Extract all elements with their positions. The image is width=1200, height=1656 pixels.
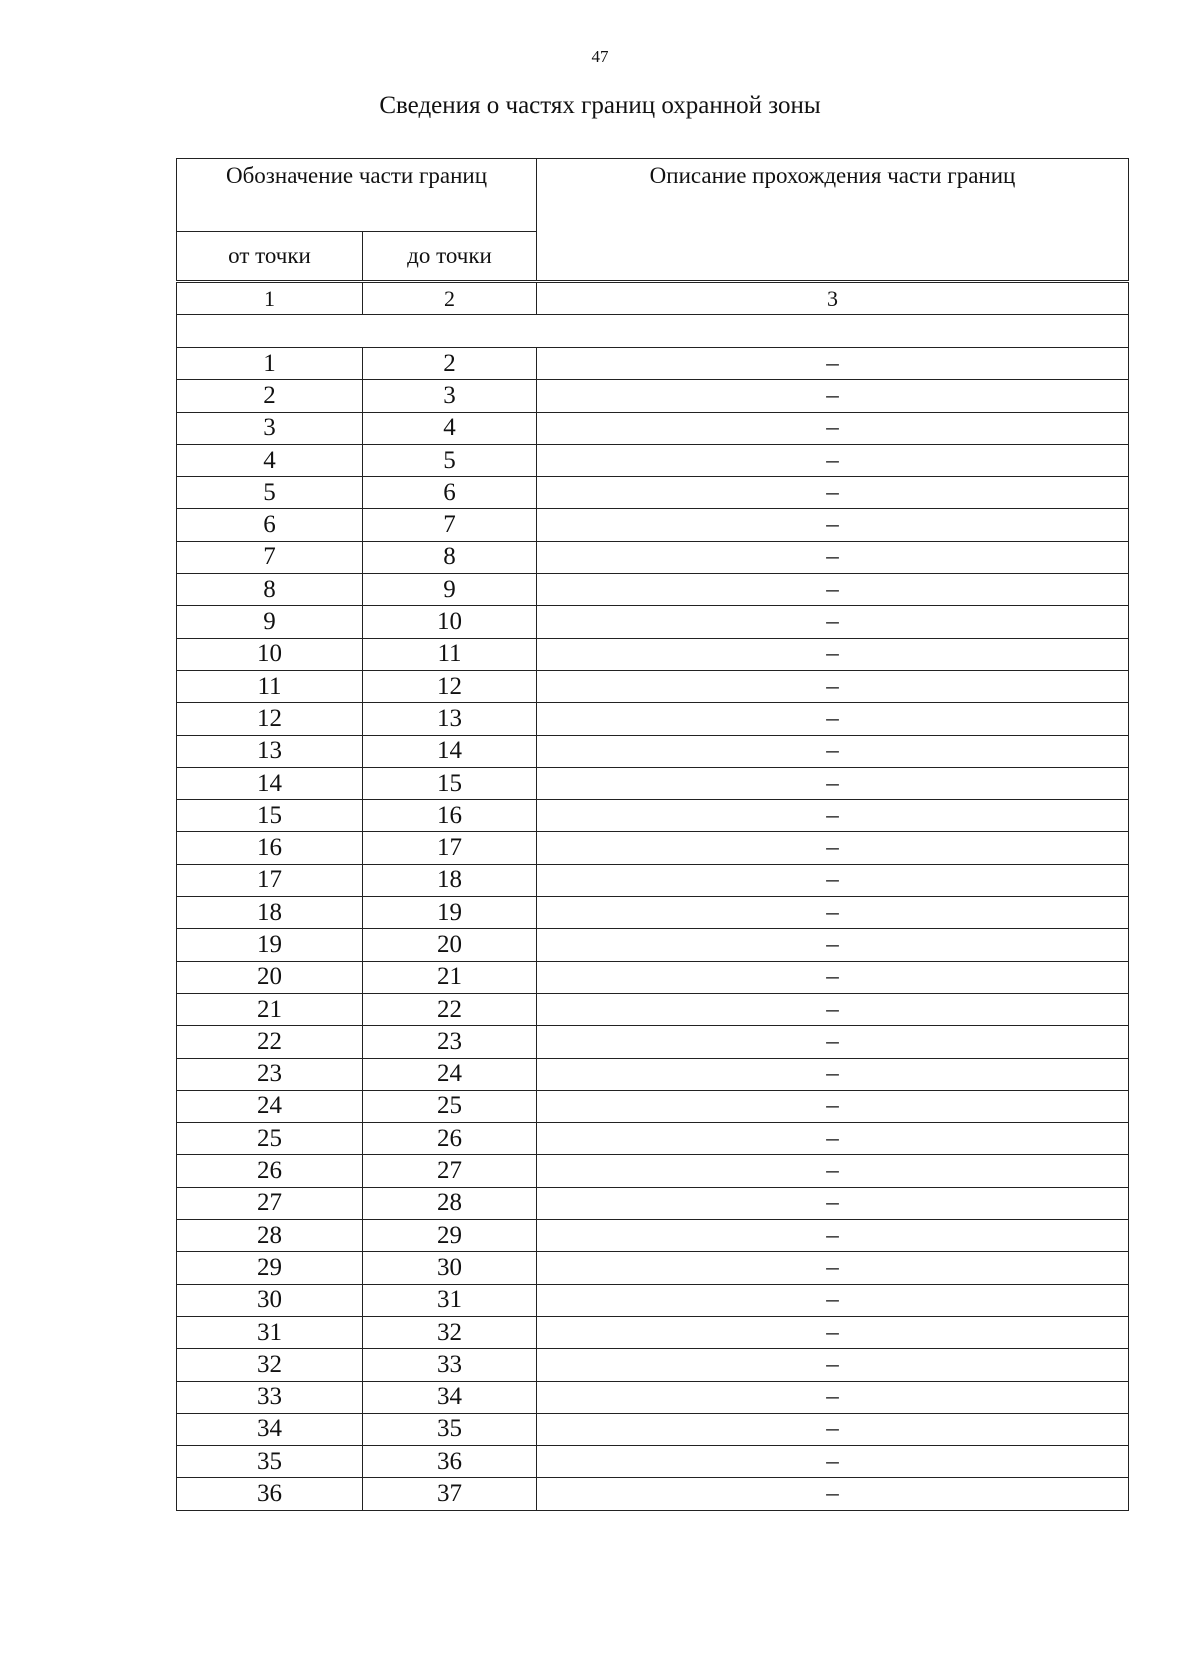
description-cell: – [537, 1155, 1129, 1187]
to-point-cell: 24 [363, 1058, 537, 1090]
description-cell: – [537, 993, 1129, 1025]
to-point-cell: 4 [363, 412, 537, 444]
section-spacer-cell [177, 315, 1129, 348]
to-point-cell: 20 [363, 929, 537, 961]
description-cell: – [537, 1284, 1129, 1316]
description-cell: – [537, 767, 1129, 799]
from-point-cell: 23 [177, 1058, 363, 1090]
to-point-cell: 34 [363, 1381, 537, 1413]
description-cell: – [537, 1187, 1129, 1219]
from-point-cell: 5 [177, 477, 363, 509]
column-number-2: 2 [363, 282, 537, 315]
description-cell: – [537, 380, 1129, 412]
to-point-cell: 14 [363, 735, 537, 767]
from-point-cell: 25 [177, 1123, 363, 1155]
from-point-cell: 14 [177, 767, 363, 799]
table-row [177, 1413, 1129, 1445]
from-point-cell: 19 [177, 929, 363, 961]
to-point-cell: 6 [363, 477, 537, 509]
page-number: 47 [591, 47, 609, 66]
table-row [177, 1381, 1129, 1413]
table-row [177, 477, 1129, 509]
to-point-cell: 27 [363, 1155, 537, 1187]
description-cell: – [537, 1058, 1129, 1090]
to-point-cell: 28 [363, 1187, 537, 1219]
to-point-cell: 13 [363, 703, 537, 735]
to-point-cell: 21 [363, 961, 537, 993]
table-row [177, 1252, 1129, 1284]
to-point-cell: 8 [363, 541, 537, 573]
from-point-cell: 15 [177, 800, 363, 832]
table-row [177, 993, 1129, 1025]
table-row [177, 897, 1129, 929]
table-row [177, 606, 1129, 638]
description-cell: – [537, 412, 1129, 444]
to-point-cell: 29 [363, 1220, 537, 1252]
from-point-cell: 35 [177, 1446, 363, 1478]
description-cell: – [537, 832, 1129, 864]
table-row [177, 380, 1129, 412]
section-spacer-row [177, 315, 1129, 348]
to-point-cell: 15 [363, 767, 537, 799]
from-point-cell: 33 [177, 1381, 363, 1413]
from-point-cell: 28 [177, 1220, 363, 1252]
description-cell: – [537, 1349, 1129, 1381]
from-point-cell: 34 [177, 1413, 363, 1445]
from-point-cell: 12 [177, 703, 363, 735]
to-point-cell: 7 [363, 509, 537, 541]
table-row [177, 864, 1129, 896]
from-point-cell: 9 [177, 606, 363, 638]
description-cell: – [537, 1446, 1129, 1478]
to-point-cell: 33 [363, 1349, 537, 1381]
to-point-cell: 17 [363, 832, 537, 864]
to-point-cell: 22 [363, 993, 537, 1025]
from-point-cell: 13 [177, 735, 363, 767]
description-cell: – [537, 574, 1129, 606]
description-cell: – [537, 1478, 1129, 1510]
to-point-cell: 16 [363, 800, 537, 832]
from-point-cell: 16 [177, 832, 363, 864]
from-point-cell: 24 [177, 1090, 363, 1122]
from-point-cell: 26 [177, 1155, 363, 1187]
table-row [177, 800, 1129, 832]
to-point-cell: 31 [363, 1284, 537, 1316]
description-cell: – [537, 864, 1129, 896]
to-point-cell: 32 [363, 1316, 537, 1348]
table-row [177, 1187, 1129, 1219]
table-row [177, 703, 1129, 735]
page-title: Сведения о частях границ охранной зоны [379, 92, 821, 119]
to-point-cell: 9 [363, 574, 537, 606]
column-number-1: 1 [177, 282, 363, 315]
description-cell: – [537, 1316, 1129, 1348]
table-row [177, 1446, 1129, 1478]
to-point-cell: 3 [363, 380, 537, 412]
from-point-cell: 11 [177, 670, 363, 702]
table-row [177, 444, 1129, 476]
table-row [177, 541, 1129, 573]
from-point-cell: 3 [177, 412, 363, 444]
to-point-cell: 2 [363, 348, 537, 380]
table-row [177, 1090, 1129, 1122]
table-row [177, 1220, 1129, 1252]
description-cell: – [537, 961, 1129, 993]
to-point-cell: 26 [363, 1123, 537, 1155]
column-number-row [177, 282, 1129, 315]
from-point-cell: 30 [177, 1284, 363, 1316]
description-cell: – [537, 670, 1129, 702]
to-point-cell: 37 [363, 1478, 537, 1510]
column-number-3: 3 [537, 282, 1129, 315]
from-point-cell: 17 [177, 864, 363, 896]
table-row [177, 638, 1129, 670]
header-boundary-designation: Обозначение части границ [177, 159, 537, 232]
to-point-cell: 25 [363, 1090, 537, 1122]
table-row [177, 348, 1129, 380]
to-point-cell: 5 [363, 444, 537, 476]
from-point-cell: 18 [177, 897, 363, 929]
to-point-cell: 18 [363, 864, 537, 896]
description-cell: – [537, 509, 1129, 541]
from-point-cell: 6 [177, 509, 363, 541]
to-point-cell: 19 [363, 897, 537, 929]
description-cell: – [537, 1381, 1129, 1413]
table-row [177, 735, 1129, 767]
table-row [177, 767, 1129, 799]
table-row [177, 1349, 1129, 1381]
to-point-cell: 10 [363, 606, 537, 638]
table-body [177, 282, 1129, 1511]
to-point-cell: 23 [363, 1026, 537, 1058]
description-cell: – [537, 703, 1129, 735]
from-point-cell: 2 [177, 380, 363, 412]
table-row [177, 1026, 1129, 1058]
from-point-cell: 27 [177, 1187, 363, 1219]
description-cell: – [537, 800, 1129, 832]
from-point-cell: 4 [177, 444, 363, 476]
header-boundary-description: Описание прохождения части границ [537, 159, 1129, 282]
description-cell: – [537, 477, 1129, 509]
description-cell: – [537, 1123, 1129, 1155]
header-from-point: от точки [177, 232, 363, 282]
description-cell: – [537, 1413, 1129, 1445]
to-point-cell: 30 [363, 1252, 537, 1284]
table-row [177, 1155, 1129, 1187]
table-row [177, 574, 1129, 606]
description-cell: – [537, 541, 1129, 573]
table-row [177, 1478, 1129, 1510]
from-point-cell: 21 [177, 993, 363, 1025]
from-point-cell: 31 [177, 1316, 363, 1348]
description-cell: – [537, 735, 1129, 767]
to-point-cell: 12 [363, 670, 537, 702]
to-point-cell: 35 [363, 1413, 537, 1445]
to-point-cell: 11 [363, 638, 537, 670]
table-row [177, 961, 1129, 993]
description-cell: – [537, 606, 1129, 638]
description-cell: – [537, 1220, 1129, 1252]
from-point-cell: 20 [177, 961, 363, 993]
from-point-cell: 32 [177, 1349, 363, 1381]
from-point-cell: 36 [177, 1478, 363, 1510]
description-cell: – [537, 348, 1129, 380]
from-point-cell: 22 [177, 1026, 363, 1058]
from-point-cell: 29 [177, 1252, 363, 1284]
description-cell: – [537, 1026, 1129, 1058]
description-cell: – [537, 1252, 1129, 1284]
table-row [177, 509, 1129, 541]
table-row [177, 1316, 1129, 1348]
table-row [177, 670, 1129, 702]
from-point-cell: 10 [177, 638, 363, 670]
from-point-cell: 7 [177, 541, 363, 573]
description-cell: – [537, 929, 1129, 961]
header-to-point: до точки [363, 232, 537, 282]
table-row [177, 1058, 1129, 1090]
table-row [177, 832, 1129, 864]
from-point-cell: 1 [177, 348, 363, 380]
from-point-cell: 8 [177, 574, 363, 606]
to-point-cell: 36 [363, 1446, 537, 1478]
table-row [177, 1284, 1129, 1316]
table-row [177, 412, 1129, 444]
table-row [177, 929, 1129, 961]
table-row [177, 1123, 1129, 1155]
description-cell: – [537, 444, 1129, 476]
description-cell: – [537, 638, 1129, 670]
description-cell: – [537, 897, 1129, 929]
boundary-parts-table [176, 158, 1129, 1511]
description-cell: – [537, 1090, 1129, 1122]
